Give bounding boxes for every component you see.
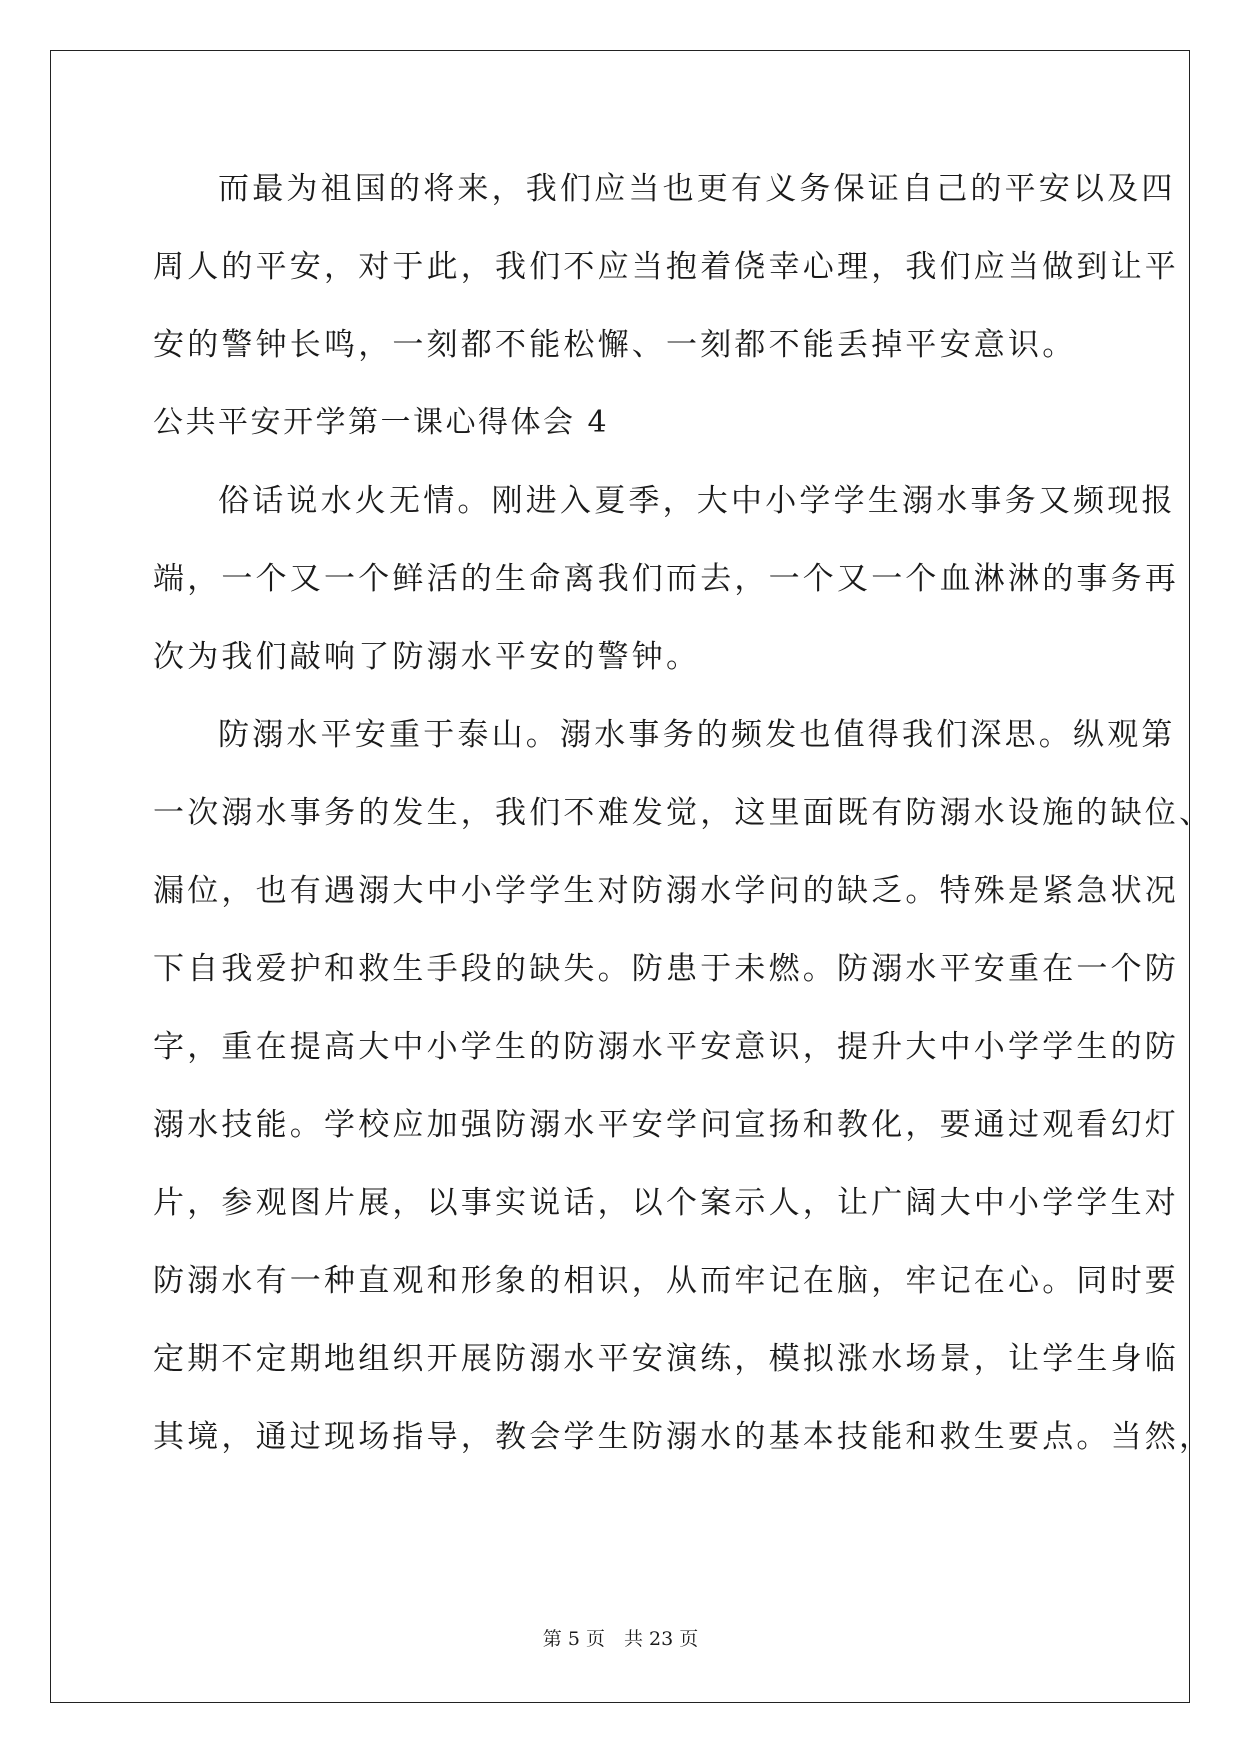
section-heading: 公共平安开学第一课心得体会 4 <box>153 405 610 440</box>
body-line: 俗话说水火无情。刚进入夏季，大中小学学生溺水事务又频现报 <box>218 483 1176 519</box>
body-line: 安的警钟长鸣，一刻都不能松懈、一刻都不能丢掉平安意识。 <box>153 327 1077 363</box>
body-line: 漏位，也有遇溺大中小学学生对防溺水学问的缺乏。特殊是紧急状况 <box>153 873 1179 909</box>
body-line: 溺水技能。学校应加强防溺水平安学问宣扬和教化，要通过观看幻灯 <box>153 1107 1179 1143</box>
body-line: 而最为祖国的将来，我们应当也更有义务保证自己的平安以及四 <box>218 171 1176 207</box>
body-line: 字，重在提高大中小学生的防溺水平安意识，提升大中小学学生的防 <box>153 1029 1179 1065</box>
body-line: 定期不定期地组织开展防溺水平安演练，模拟涨水场景，让学生身临 <box>153 1341 1179 1377</box>
body-line: 片，参观图片展，以事实说话，以个案示人，让广阔大中小学学生对 <box>153 1185 1179 1221</box>
body-line: 一次溺水事务的发生，我们不难发觉，这里面既有防溺水设施的缺位、 <box>153 795 1214 831</box>
body-line: 其境，通过现场指导，教会学生防溺水的基本技能和救生要点。当然， <box>153 1419 1214 1455</box>
body-line: 端，一个又一个鲜活的生命离我们而去，一个又一个血淋淋的事务再 <box>153 561 1179 597</box>
document-body <box>153 164 1214 1490</box>
body-line: 防溺水平安重于泰山。溺水事务的频发也值得我们深思。纵观第 <box>218 717 1176 753</box>
body-line: 次为我们敲响了防溺水平安的警钟。 <box>153 639 701 675</box>
body-line: 防溺水有一种直观和形象的相识，从而牢记在脑，牢记在心。同时要 <box>153 1263 1179 1299</box>
body-line: 周人的平安，对于此，我们不应当抱着侥幸心理，我们应当做到让平 <box>153 249 1179 285</box>
body-line: 下自我爱护和救生手段的缺失。防患于未燃。防溺水平安重在一个防 <box>153 951 1179 987</box>
page-number-footer: 第 5 页 共 23 页 <box>542 1628 699 1650</box>
